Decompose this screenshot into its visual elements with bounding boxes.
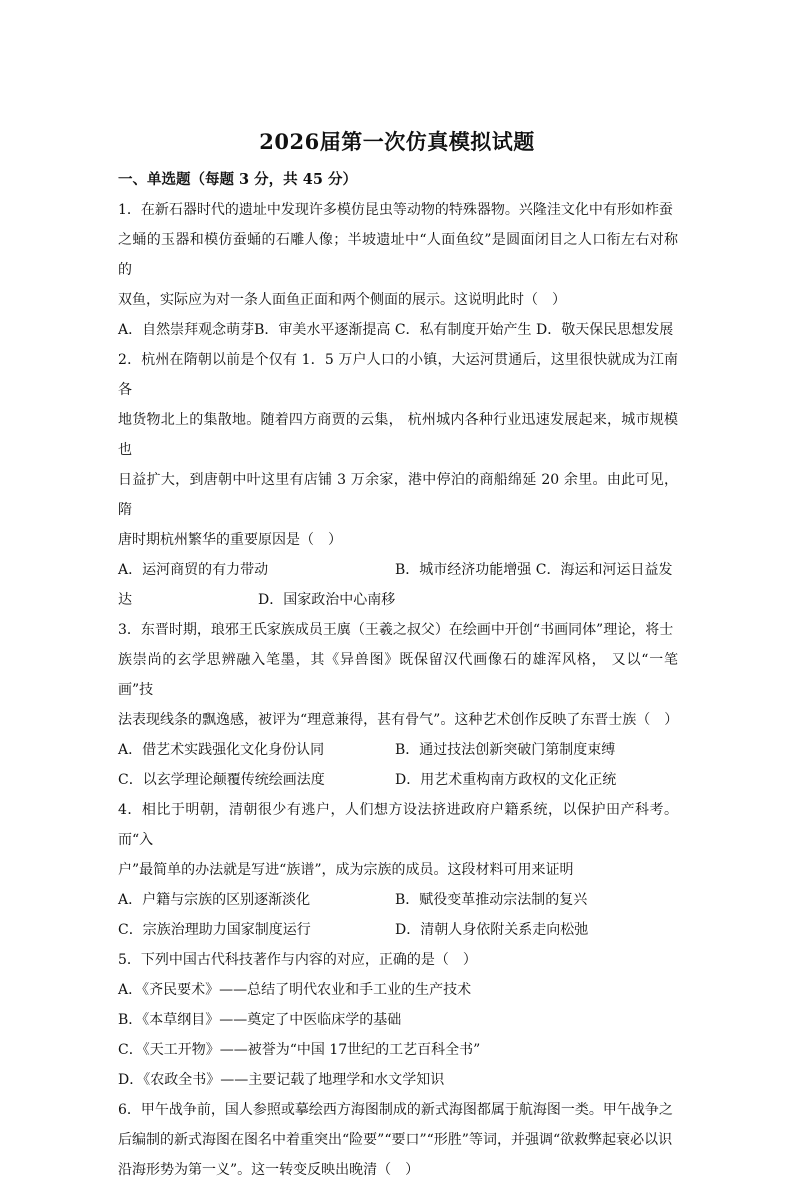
question-3 xyxy=(118,615,678,795)
option-c: C．以玄学理论颠覆传统绘画法度 xyxy=(118,772,325,788)
options-row xyxy=(118,885,678,915)
question-1 xyxy=(118,195,678,345)
question-stem-line: 户”最简单的办法就是写进“族谱”，成为宗族的成员。这段材料可用来证明 xyxy=(118,862,574,878)
question-stem-line: 日益扩大，到唐朝中叶这里有店铺 3 万余家，港中停泊的商船绵延 20 余里。由此可见，隋 xyxy=(118,472,678,518)
question-stem-line: 地货物北上的集散地。随着四方商贾的云集， 杭州城内各种行业迅速发展起来，城市规模也 xyxy=(118,412,678,458)
section-heading: 一、单选题（每题 3 分，共 45 分） xyxy=(118,171,357,188)
question-stem-line: 6．甲午战争前，国人参照或摹绘西方海图制成的新式海图都属于航海图一类。甲午战争之 xyxy=(118,1102,673,1118)
question-stem-line: 2．杭州在隋朝以前是个仅有 1．5 万户人口的小镇，大运河贯通后，这里很快就成为江南各 xyxy=(118,352,678,398)
option-a: A．借艺术实践强化文化身份认同 xyxy=(118,742,325,758)
option-d: D．国家政治中心南移 xyxy=(258,592,396,608)
option-c: C．《天工开物》——被誉为“中国 17世纪的工艺百科全书” xyxy=(118,1042,481,1058)
option-d: D．《农政全书》——主要记载了地理学和水文学知识 xyxy=(118,1072,445,1088)
option-a: A．运河商贸的有力带动 xyxy=(118,562,269,578)
exam-title: 2026届第一次仿真模拟试题 xyxy=(259,129,535,154)
option-c: C．宗族治理助力国家制度运行 xyxy=(118,922,311,938)
question-stem-line: 5．下列中国古代科技著作与内容的对应，正确的是（ ） xyxy=(118,952,477,968)
question-5 xyxy=(118,945,678,1095)
option-b: B．通过技法创新突破门第制度束缚 xyxy=(395,742,616,758)
question-stem-line: 之蛹的玉器和模仿蚕蛹的石雕人像；半坡遗址中“人面鱼纹”是圆面闭目之人口衔左右对称的 xyxy=(118,232,678,278)
question-list xyxy=(118,195,678,1185)
question-stem-line: 沿海形势为第一义”。这一转变反映出晚清（ ） xyxy=(118,1162,420,1178)
question-6 xyxy=(118,1095,678,1185)
question-stem-line: 法表现线条的飘逸感，被评为“理意兼得，甚有骨气”。这种艺术创作反映了东晋士族（ ） xyxy=(118,712,679,728)
options-row xyxy=(118,555,678,585)
option-c-continued: 达 xyxy=(118,592,132,608)
option-d: D．清朝人身依附关系走向松弛 xyxy=(395,922,589,938)
question-stem-line: 双鱼，实际应为对一条人面鱼正面和两个侧面的展示。这说明此时（ ） xyxy=(118,292,566,308)
options-row xyxy=(118,765,678,795)
option-b: B．《本草纲目》——奠定了中医临床学的基础 xyxy=(118,1012,402,1028)
option-a: A．《齐民要术》——总结了明代农业和手工业的生产技术 xyxy=(118,982,472,998)
question-options: A．自然崇拜观念萌芽B．审美水平逐渐提高 C．私有制度开始产生 D．敬天保民思想发展 xyxy=(118,322,674,338)
options-row xyxy=(118,585,678,615)
question-stem-line: 族崇尚的玄学思辨融入笔墨，其《异兽图》既保留汉代画像石的雄浑风格， 又以“一笔画”技 xyxy=(118,652,678,698)
question-stem-line: 4．相比于明朝，清朝很少有逃户，人们想方设法挤进政府户籍系统，以保护田产科考。而“入 xyxy=(118,802,678,848)
option-b: B．赋役变革推动宗法制的复兴 xyxy=(395,892,588,908)
question-4 xyxy=(118,795,678,945)
question-stem-line: 唐时期杭州繁华的重要原因是（ ） xyxy=(118,532,342,548)
option-d: D．用艺术重构南方政权的文化正统 xyxy=(395,772,617,788)
option-a: A．户籍与宗族的区别逐渐淡化 xyxy=(118,892,311,908)
options-row xyxy=(118,735,678,765)
question-stem-line: 3．东晋时期，琅邪王氏家族成员王廙（王羲之叔父）在绘画中开创“书画同体”理论，将士 xyxy=(118,622,674,638)
question-stem-line: 1．在新石器时代的遗址中发现许多模仿昆虫等动物的特殊器物。兴隆洼文化中有形如柞蚕 xyxy=(118,202,673,218)
option-b-c: B．城市经济功能增强 C．海运和河运日益发 xyxy=(395,562,673,578)
options-row xyxy=(118,915,678,945)
question-stem-line: 后编制的新式海图在图名中着重突出“险要”“要口”“形胜”等词，并强调“欲救弊起衰必以识 xyxy=(118,1132,673,1148)
question-2 xyxy=(118,345,678,615)
